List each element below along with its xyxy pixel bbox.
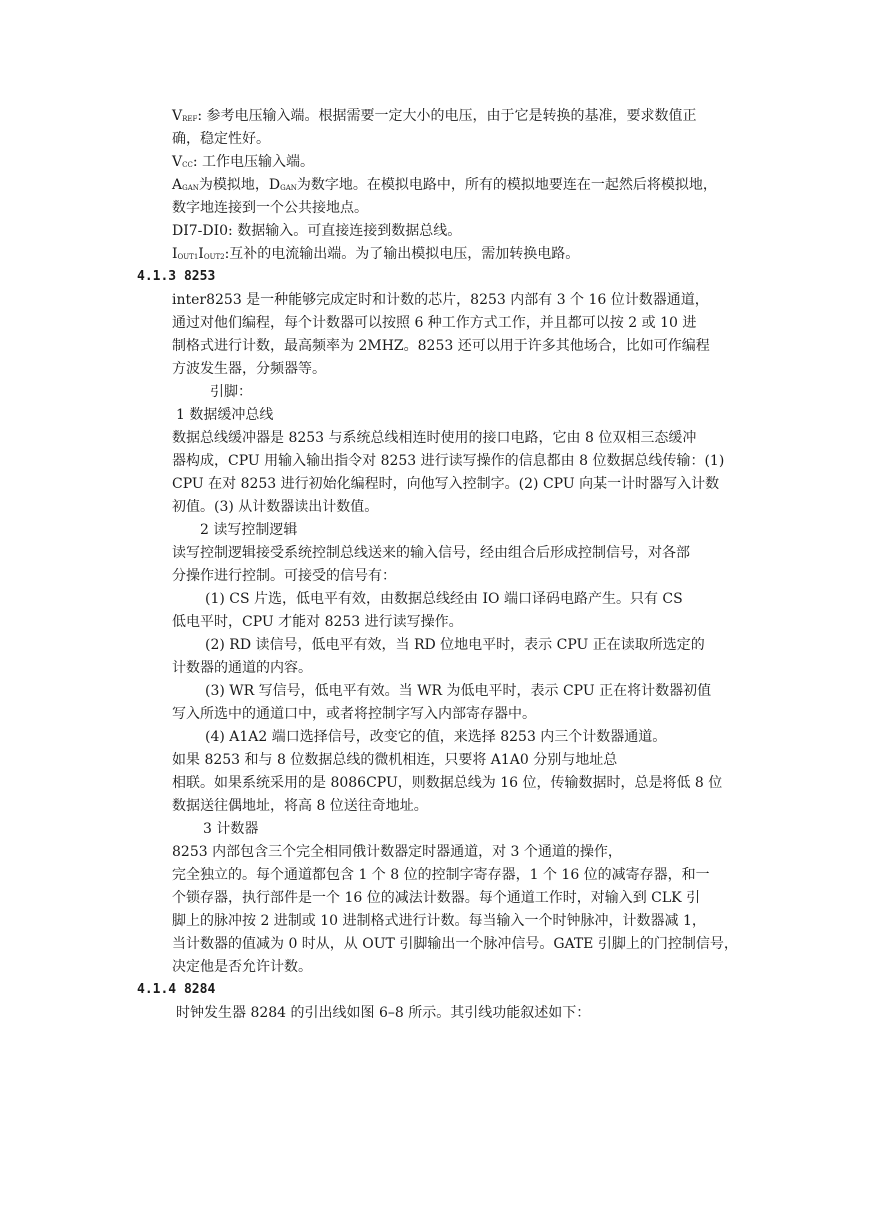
counter-line: 完全独立的。每个通道都包含 1 个 8 位的控制字寄存器，1 个 16 位的减寄存器，和一 <box>172 867 710 883</box>
vref-symbol: V <box>172 108 183 124</box>
a1a2-signal-line: 如果 8253 和与 8 位数据总线的微机相连，只要将 A1A0 分别与地址总 <box>172 752 618 768</box>
iout1-symbol: I <box>172 246 178 262</box>
vref-text-continued: 确，稳定性好。 <box>172 131 270 147</box>
clock-generator-text: 时钟发生器 8284 的引出线如图 6–8 所示。其引线功能叙述如下： <box>176 1005 591 1021</box>
ground-text: 为数字地。在模拟电路中，所有的模拟地要连在一起然后将模拟地， <box>296 177 717 193</box>
cs-signal-line: 低电平时，CPU 才能对 8253 进行读写操作。 <box>172 614 463 630</box>
buffer-line: 器构成，CPU 用输入输出指令对 8253 进行读写操作的信息都由 8 位数据总线传输：(1) <box>172 453 725 469</box>
counter-line: 当计数器的值减为 0 时从，从 OUT 引脚输出一个脉冲信号。GATE 引脚上的门控制信号， <box>172 936 738 952</box>
pins-label: 引脚： <box>210 384 252 400</box>
rw-title: 2 读写控制逻辑 <box>200 522 298 538</box>
current-output-text: :互补的电流输出端。为了输出模拟电压，需加转换电路。 <box>224 246 580 262</box>
section-heading-8284: 4.1.4 8284 <box>137 982 216 997</box>
iout2-symbol: I <box>198 246 204 262</box>
buffer-line: 初值。(3) 从计数器读出计数值。 <box>172 499 379 515</box>
vref-text: : 参考电压输入端。根据需要一定大小的电压，由于它是转换的基准，要求数值正 <box>197 108 697 124</box>
rd-signal-line: 计数器的通道的内容。 <box>172 660 312 676</box>
vcc-description <box>172 153 314 174</box>
agnd-mid-text: 为模拟地，D <box>198 177 281 193</box>
a1a2-signal-line: (4) A1A2 端口选择信号，改变它的值，来选择 8253 内三个计数器通道。 <box>205 729 667 745</box>
iout2-subscript: OUT2 <box>203 253 225 261</box>
a1a2-signal-line: 相联。如果系统采用的是 8086CPU，则数据总线为 16 位，传输数据时，总是将低 8 位 <box>172 775 723 791</box>
current-output-description <box>172 245 579 266</box>
intro-line: 通过对他们编程，每个计数器可以按照 6 种工作方式工作，并且都可以按 2 或 10 进 <box>172 315 697 331</box>
ground-text-continued: 数字地连接到一个公共接地点。 <box>172 200 368 216</box>
rw-line: 读写控制逻辑接受系统控制总线送来的输入信号，经由组合后形成控制信号，对各部 <box>172 545 690 561</box>
intro-line: 方波发生器，分频器等。 <box>172 361 326 377</box>
buffer-title: 1 数据缓冲总线 <box>176 407 274 423</box>
agnd-symbol: A <box>172 177 183 193</box>
wr-signal-line: (3) WR 写信号，低电平有效。当 WR 为低电平时，表示 CPU 正在将计数器初值 <box>205 683 712 699</box>
section-heading-8253: 4.1.3 8253 <box>137 269 216 284</box>
dgnd-subscript: GAN <box>280 184 297 192</box>
intro-line: 制格式进行计数，最高频率为 2MHZ。8253 还可以用于许多其他场合，比如可作编程 <box>172 338 710 354</box>
buffer-line: 数据总线缓冲器是 8253 与系统总线相连时使用的接口电路，它由 8 位双相三态缓冲 <box>172 430 697 446</box>
counter-line: 脚上的脉冲按 2 进制或 10 进制格式进行计数。每当输入一个时钟脉冲，计数器减 1， <box>172 913 706 929</box>
vcc-text: : 工作电压输入端。 <box>192 154 315 170</box>
rd-signal-line: (2) RD 读信号，低电平有效，当 RD 位地电平时，表示 CPU 正在读取所选定的 <box>205 637 705 653</box>
wr-signal-line: 写入所选中的通道口中，或者将控制字写入内部寄存器中。 <box>172 706 536 722</box>
counter-line: 个锁存器，执行部件是一个 16 位的减法计数器。每个通道工作时，对输入到 CLK 引 <box>172 890 701 906</box>
counter-title: 3 计数器 <box>203 821 259 837</box>
vref-subscript: REF <box>182 115 198 123</box>
data-input-description: DI7-DI0: 数据输入。可直接连接到数据总线。 <box>172 223 462 239</box>
buffer-line: CPU 在对 8253 进行初始化编程时，向他写入控制字。(2) CPU 向某一计时器写入计数 <box>172 476 720 492</box>
intro-line: inter8253 是一种能够完成定时和计数的芯片，8253 内部有 3 个 16 位计数器通道， <box>172 292 709 308</box>
cs-signal-line: (1) CS 片选，低电平有效，由数据总线经由 IO 端口译码电路产生。只有 CS <box>205 591 683 607</box>
a1a2-signal-line: 数据送往偶地址，将高 8 位送往奇地址。 <box>172 798 428 814</box>
counter-line: 决定他是否允许计数。 <box>172 959 312 975</box>
ground-description <box>172 176 717 197</box>
rw-line: 分操作进行控制。可接受的信号有： <box>172 568 396 584</box>
vref-description <box>172 107 697 128</box>
vcc-subscript: CC <box>182 161 193 169</box>
counter-line: 8253 内部包含三个完全相同俄计数器定时器通道，对 3 个通道的操作， <box>172 844 622 860</box>
vcc-symbol: V <box>172 154 183 170</box>
iout1-subscript: OUT1 <box>177 253 199 261</box>
agnd-subscript: GAN <box>182 184 199 192</box>
